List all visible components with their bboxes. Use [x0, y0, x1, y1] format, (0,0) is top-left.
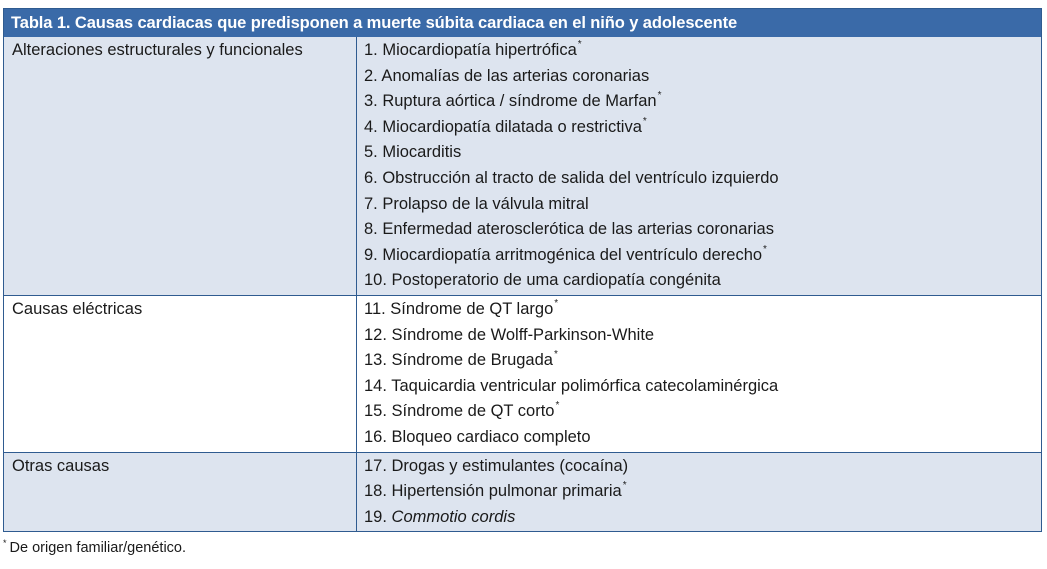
item-text: Commotio cordis	[391, 507, 516, 526]
item-text: 5. Miocarditis	[364, 143, 462, 162]
items-cell	[357, 296, 1041, 452]
list-item	[364, 64, 1041, 90]
item-number: 19.	[364, 507, 387, 526]
item-text: 15. Síndrome de QT corto	[364, 402, 555, 421]
footnote-marker: *	[763, 243, 767, 255]
footnote-marker: *	[657, 90, 662, 102]
item-text: 16. Bloqueo cardiaco completo	[364, 427, 591, 446]
list-item	[364, 454, 1041, 480]
item-text: 1. Miocardiopatía hipertrófica	[364, 41, 577, 59]
list-item	[364, 399, 1041, 425]
item-text: 6. Obstrucción al tracto de salida del ventrículo izquierdo	[364, 168, 779, 187]
list-item	[364, 374, 1041, 400]
list-item	[364, 425, 1041, 451]
list-item	[364, 217, 1041, 243]
list-item	[364, 348, 1041, 374]
item-text: 12. Síndrome de Wolff-Parkinson-White	[364, 325, 655, 344]
footnote-text: De origen familiar/genético.	[9, 540, 187, 556]
list-item	[364, 38, 1041, 64]
list-item	[364, 505, 1041, 531]
footnote-marker: *	[642, 115, 647, 127]
item-text: 4. Miocardiopatía dilatada o restrictiva	[364, 117, 642, 136]
items-cell	[357, 453, 1041, 532]
item-text: 10. Postoperatorio de uma cardiopatía congénita	[364, 271, 721, 290]
list-item	[364, 166, 1041, 192]
item-text: 13. Síndrome de Brugada	[364, 351, 553, 370]
list-item	[364, 89, 1041, 115]
item-text: 3. Ruptura aórtica / síndrome de Marfan	[364, 92, 657, 111]
footnote	[3, 540, 186, 556]
list-item	[364, 479, 1041, 505]
table-row	[4, 452, 1041, 532]
footnote-mark: *	[3, 538, 7, 548]
footnote-marker: *	[577, 39, 582, 50]
causes-table	[3, 8, 1042, 532]
category-cell: Alteraciones estructurales y funcionales	[4, 37, 357, 295]
list-item	[364, 268, 1041, 294]
item-text: 9. Miocardiopatía arritmogénica del ventrículo derecho	[364, 245, 763, 264]
list-item	[364, 115, 1041, 141]
item-text: 2. Anomalías de las arterias coronarias	[364, 66, 650, 85]
table-body	[4, 37, 1041, 531]
items-cell	[357, 37, 1041, 295]
item-text: 17. Drogas y estimulantes (cocaína)	[364, 456, 629, 475]
list-item	[364, 243, 1041, 269]
category-cell: Causas eléctricas	[4, 296, 357, 452]
table-row	[4, 295, 1041, 452]
list-item	[364, 140, 1041, 166]
footnote-marker: *	[553, 349, 558, 361]
table-title: Tabla 1. Causas cardiacas que predisponen a muerte súbita cardiaca en el niño y adolescente	[4, 9, 1041, 37]
item-text: 18. Hipertensión pulmonar primaria	[364, 482, 622, 501]
footnote-marker: *	[622, 480, 627, 492]
item-text: 8. Enfermedad aterosclerótica de las arterias coronarias	[364, 220, 774, 239]
table-row	[4, 37, 1041, 295]
item-text: 7. Prolapso de la válvula mitral	[364, 194, 589, 213]
item-text: 14. Taquicardia ventricular polimórfica catecolaminérgica	[364, 376, 779, 395]
category-cell: Otras causas	[4, 453, 357, 532]
list-item	[364, 192, 1041, 218]
list-item	[364, 297, 1041, 323]
footnote-marker: *	[554, 297, 559, 309]
item-text: 11. Síndrome de QT largo	[364, 299, 554, 318]
footnote-marker: *	[555, 400, 560, 412]
list-item	[364, 323, 1041, 349]
